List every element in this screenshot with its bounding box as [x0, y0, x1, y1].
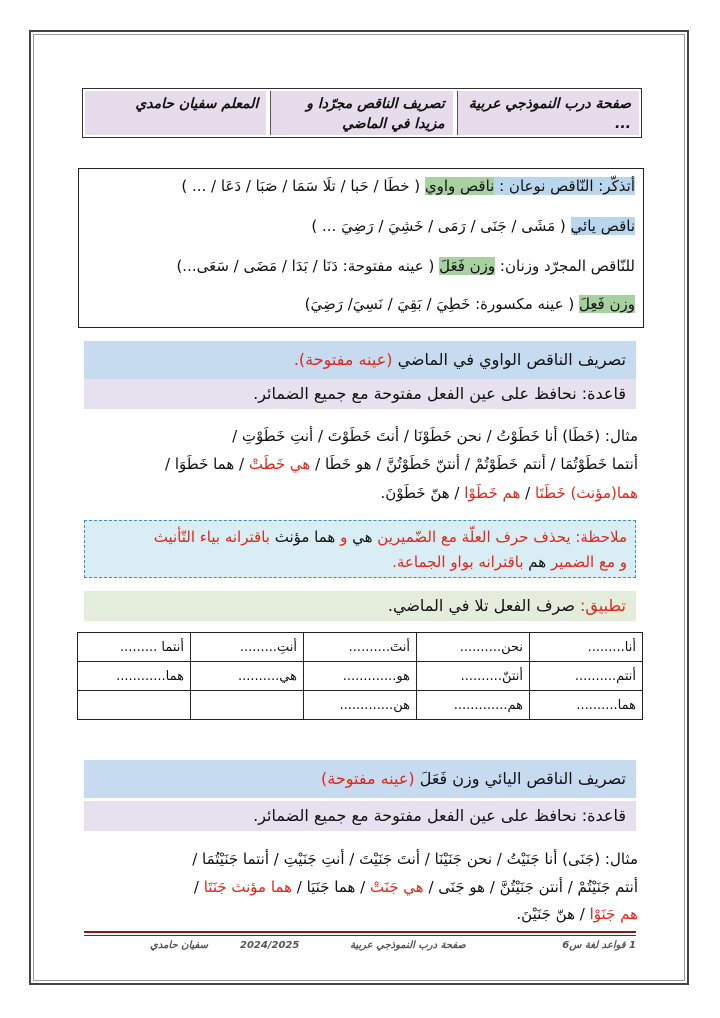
header-school: صفحة درب النموذجي عربية ...	[457, 91, 639, 135]
reminder-intro: أتذكّر: النّاقص نوعان :	[494, 177, 635, 195]
table-row	[78, 633, 643, 662]
ex3-end: / هنّ خَطَوْنَ.	[380, 484, 465, 502]
s2-ex2-red: هي جَنَتْ	[370, 878, 424, 896]
section2-example-line1: مثال: (جَنَى) أنا جَنَيْتُ / نحن جَنَيْنَا / أنتَ جَنَيْتَ / أنتِ جَنَيْتِ / أنتما جَنَيْتُمَا /	[192, 850, 638, 868]
header-table	[82, 88, 642, 138]
footer-page-ref: 1 قواعد لغة س6	[562, 940, 636, 951]
practice-text: صرف الفعل تلا في الماضي.	[387, 596, 581, 615]
ex3-mid: /	[520, 484, 535, 502]
ex2-red: هي خَطَتْ	[248, 455, 311, 473]
note-d: هما مؤنث	[274, 528, 336, 546]
note-line1	[93, 525, 627, 550]
conjugation-table	[77, 632, 643, 720]
form-faila: وزن فَعِلَ	[578, 295, 635, 313]
header-teacher: المعلم سفيان حامدي	[85, 91, 266, 135]
table-cell[interactable]: هي..........	[191, 662, 304, 691]
section2-example-line3	[516, 905, 638, 923]
section2-example-line2	[194, 878, 638, 896]
section1-example-line2	[165, 455, 638, 473]
s2-ex3-red: هم جَنَوْا	[589, 905, 638, 923]
table-cell[interactable]: أنتِ.........	[191, 633, 304, 662]
note-box	[84, 520, 636, 578]
table-cell[interactable]: أنتم..........	[530, 662, 643, 691]
note-e: باقترانه بياء التّأنيث	[153, 528, 275, 546]
table-row	[78, 691, 643, 720]
table-cell[interactable]: أنتَ..........	[304, 633, 417, 662]
form-faala: وزن فَعَلَ	[439, 257, 496, 275]
table-cell[interactable]: هما..........	[530, 691, 643, 720]
wawi-label: ناقص واوي	[424, 177, 495, 195]
note-line2	[93, 550, 627, 575]
note-g: هم	[528, 553, 547, 571]
table-cell[interactable]	[78, 691, 191, 720]
table-cell[interactable]: هم.............	[417, 691, 530, 720]
note-b: هي	[352, 528, 373, 546]
section1-title-red: (عينه مفتوحة).	[293, 350, 393, 369]
section1-title	[84, 341, 636, 379]
table-cell[interactable]	[191, 691, 304, 720]
table-cell[interactable]: أنتما .........	[78, 633, 191, 662]
section2-title	[84, 760, 636, 798]
table-cell[interactable]: نحن..........	[417, 633, 530, 662]
yaei-examples: ( مَشَى / جَنَى / رَمَى / خَشِيَ / رَضِيَ ... )	[311, 217, 571, 235]
reminder-line-2	[311, 217, 635, 235]
footer-divider-thin	[84, 935, 636, 936]
table-cell[interactable]: هما............	[78, 662, 191, 691]
section1-example-line1: مثال: (خَطَا) أنا خَطَوْتُ / نحن خَطَوْنَا / أنتَ خَطَوْتَ / أنتِ خَطَوْتِ /	[232, 427, 638, 445]
table-cell[interactable]: هن.............	[304, 691, 417, 720]
note-f: و مع الضمير	[546, 553, 627, 571]
s2-ex2-mid: / هما جَنَيَا /	[292, 878, 370, 896]
reminder-line-3	[176, 257, 635, 275]
section1-example-line3	[380, 484, 638, 502]
yaei-label: ناقص يائي	[570, 217, 635, 235]
reminder-line-1	[181, 177, 635, 195]
note-c: و	[335, 528, 353, 546]
forms-intro: للنّاقص المجرّد وزنان:	[495, 257, 635, 275]
practice-label: تطبيق:	[580, 596, 626, 615]
footer-school: صفحة درب النموذجي عربية	[350, 940, 466, 951]
form-faala-examples: ( عينه مفتوحة: دَنَا / بَدَا / مَضَى / سَعَى...)	[176, 257, 440, 275]
ex3-red2: هم خَطَوْا	[464, 484, 521, 502]
table-cell[interactable]: أنا.........	[530, 633, 643, 662]
note-h: باقترانه بواو الجماعة.	[392, 553, 529, 571]
s2-ex3-end: / هنّ جَنَيْنَ.	[516, 905, 590, 923]
wawi-examples: ( خطَا / حَبا / تلَا سَمَا / صَبَا / دَعَا / ... )	[181, 177, 425, 195]
s2-ex2-red2: هما مؤنث جَنَتَا	[203, 878, 292, 896]
section2-title-red: (عينه مفتوحة)	[321, 769, 415, 788]
ex2-text: أنتما خَطَوْتُمَا / أنتم خَطَوْتُمْ / أنتنّ خَطَوْتُنَّ / هو خَطَا /	[310, 455, 638, 473]
ex2-end: / هما خَطَوَا /	[165, 455, 249, 473]
s2-ex2: أنتم جَنَيْتُمْ / أنتن جَنَيْتُنَّ / هو جَنَى /	[423, 878, 638, 896]
reminder-box	[78, 168, 644, 328]
reminder-line-4	[305, 295, 635, 313]
practice-band	[84, 591, 636, 621]
table-row	[78, 662, 643, 691]
table-cell[interactable]: هو.............	[304, 662, 417, 691]
form-faila-examples: ( عينه مكسورة: خَطِيَ / بَقِيَ / نَسِيَ/ رَضِيَ)	[304, 295, 579, 313]
footer-year: 2024/2025	[240, 940, 300, 951]
section1-rule: قاعدة: نحافظ على عين الفعل مفتوحة مع جميع الضمائر.	[84, 379, 636, 409]
section2-title-text: تصريف الناقص اليائي وزن فَعَلَ	[414, 769, 626, 788]
footer-divider	[84, 931, 636, 933]
table-cell[interactable]: أنتنّ..........	[417, 662, 530, 691]
section1-title-text: تصريف الناقص الواوي في الماضي	[392, 350, 626, 369]
section2-rule: قاعدة: نحافظ على عين الفعل مفتوحة مع جميع الضمائر.	[84, 801, 636, 831]
note-a: ملاحظة: يحذف حرف العلّة مع الضّميرين	[372, 528, 627, 546]
ex3-red1: هما(مؤنث) خَطَتَا	[535, 484, 638, 502]
footer-teacher: سفيان حامدي	[150, 940, 208, 951]
header-lesson-title: تصريف الناقص مجرّدا و مزيدا في الماضي	[270, 91, 452, 135]
s2-ex2-end: /	[193, 878, 204, 896]
